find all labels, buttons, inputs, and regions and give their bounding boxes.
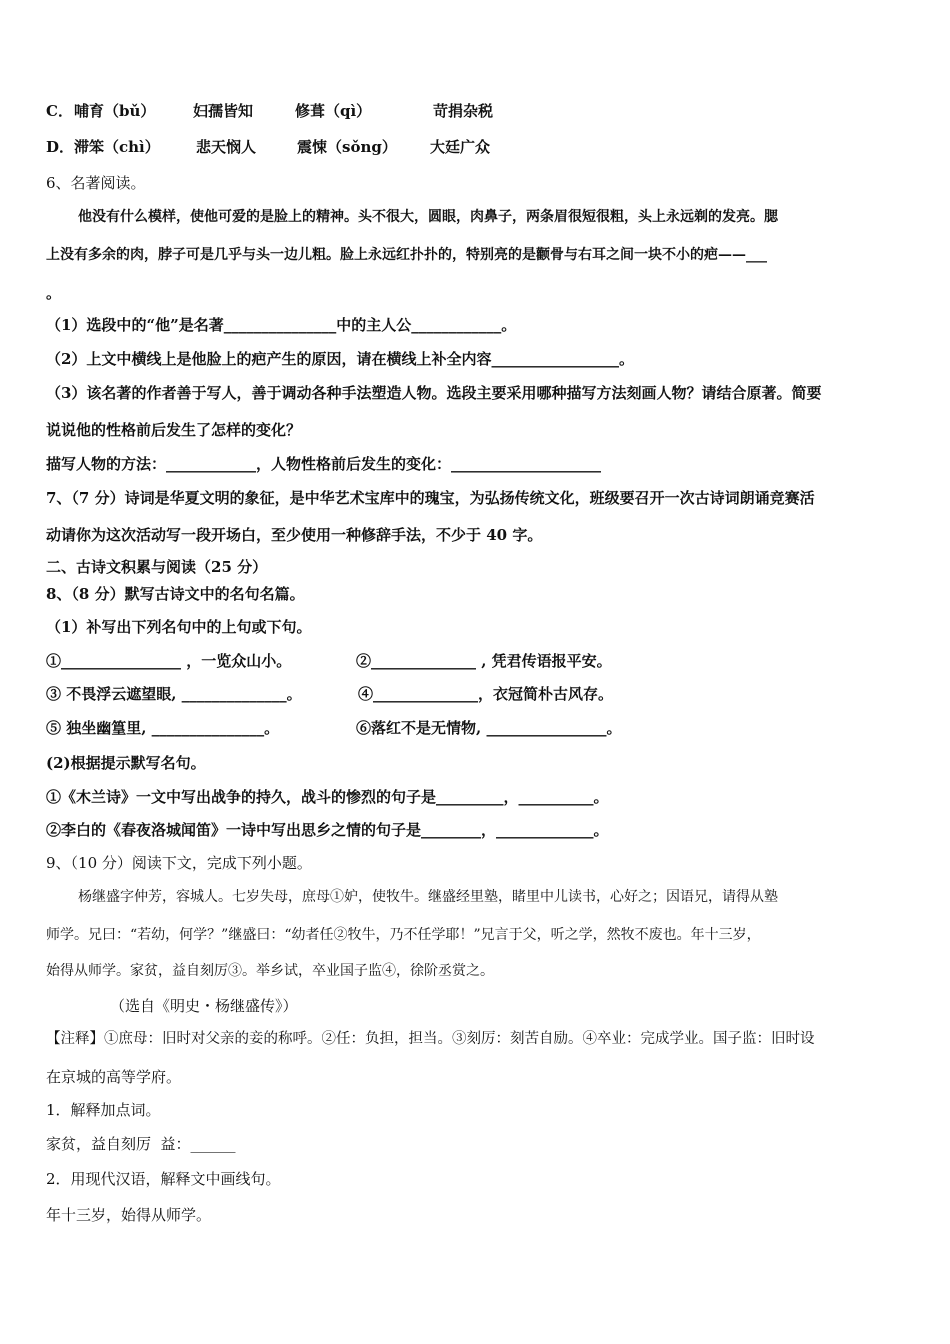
option-d-label: D． xyxy=(46,138,75,156)
q6-sub-question-2: （2）上文中横线上是他脸上的疤产生的原因，请在横线上补全内容_________________。 xyxy=(46,350,634,368)
q9-note-line-1: 【注释】①庶母：旧时对父亲的妾的称呼。②任：负担，担当。③刻厉：刻苦自励。④卒业：完成学业。国子监：旧时设 xyxy=(46,1031,815,1047)
option-d-item-4: 大廷广众 xyxy=(430,138,491,156)
q7-line-1: 7、（7 分）诗词是华夏文明的象征，是中华艺术宝库中的瑰宝，为弘扬传统文化，班级要召开一次古诗词朗诵竞赛活 xyxy=(46,489,815,507)
q6-sub-question-3-line-2: 说说他的性格前后发生了怎样的变化？ xyxy=(46,421,302,439)
q8-recite-3: ③ 不畏浮云遮望眼, ______________。 xyxy=(46,685,302,703)
q9-passage-line-3: 始得从师学。家贫，益自刻厉③。举乡试，卒业国子监④，徐阶丞赏之。 xyxy=(46,963,494,979)
q9-passage-line-1: 杨继盛字仲芳，容城人。七岁失母，庶母①妒，使牧牛。继盛经里塾，睹里中儿读书，心好之；因语兄，请得从塾 xyxy=(78,889,778,905)
q8-recite-4: ④______________，衣冠简朴古风存。 xyxy=(358,685,614,703)
option-c-label: C． xyxy=(46,102,73,120)
q6-title: 6、名著阅读。 xyxy=(46,174,146,192)
option-d-item-1: 滞笨（chì） xyxy=(74,138,160,156)
q9-note-line-2: 在京城的高等学府。 xyxy=(46,1068,182,1086)
q6-passage-line-2: 上没有多余的肉，脖子可是几乎与头一边儿粗。脸上永远红扑扑的，特别亮的是颧骨与右耳之间一块不小的疤——___ xyxy=(46,247,767,263)
option-c-item-1: 哺育（bǔ） xyxy=(74,102,156,120)
q7-line-2: 动请你为这次活动写一段开场白，至少使用一种修辞手法，不少于 40 字。 xyxy=(46,526,543,544)
q9-passage-line-2: 师学。兄曰：“若幼，何学？”继盛曰：“幼者任②牧牛，乃不任学耶！”兄言于父，听之学，然牧不废也。年十三岁， xyxy=(46,927,761,943)
q8-recite-1: ①________________ ，一览众山小。 xyxy=(46,652,292,670)
q8-prompt-1: ①《木兰诗》一文中写出战争的持久，战斗的惨烈的句子是_________，__________。 xyxy=(46,788,609,806)
q9-question-2: 2．用现代汉语，解释文中画线句。 xyxy=(46,1170,281,1188)
option-c-item-2: 妇孺皆知 xyxy=(193,102,254,120)
option-d-item-2: 悲天悯人 xyxy=(196,138,257,156)
option-d-item-3: 震悚（sǒng） xyxy=(297,138,397,156)
q8-prompt-2: ②李白的《春夜洛城闻笛》一诗中写出思乡之情的句子是________，_____________。 xyxy=(46,821,609,839)
q6-sub-question-1: （1）选段中的“他”是名著_______________中的主人公____________。 xyxy=(46,316,517,334)
q9-question-2-item: 年十三岁，始得从师学。 xyxy=(46,1206,212,1224)
q8-sub-question-1: （1）补写出下列名句中的上句或下句。 xyxy=(46,618,312,636)
option-c-item-3: 修葺（qì） xyxy=(295,102,372,120)
q6-answer-line: 描写人物的方法：____________，人物性格前后发生的变化：____________________ xyxy=(46,455,602,473)
option-c-item-4: 苛捐杂税 xyxy=(433,102,494,120)
q8-recite-6: ⑥落红不是无情物, ________________。 xyxy=(356,719,622,737)
q8-recite-2: ②______________ , 凭君传语报平安。 xyxy=(356,652,612,670)
q9-question-1-item: 家贫，益自刻厉 益：______ xyxy=(46,1135,236,1153)
q8-sub-question-2: (2)根据提示默写名句。 xyxy=(46,754,206,772)
q9-source: （选自《明史・杨继盛传》） xyxy=(110,997,298,1015)
section-2-title: 二、古诗文积累与阅读（25 分） xyxy=(46,558,268,576)
q9-question-1: 1．解释加点词。 xyxy=(46,1101,161,1119)
q6-passage-line-3: 。 xyxy=(46,284,62,302)
q9-title: 9、（10 分）阅读下文，完成下列小题。 xyxy=(46,854,312,872)
q6-passage-line-1: 他没有什么模样，使他可爱的是脸上的精神。头不很大，圆眼，肉鼻子，两条眉很短很粗，头上永远剃的发亮。腮 xyxy=(78,209,778,225)
q8-recite-5: ⑤ 独坐幽篁里, _______________。 xyxy=(46,719,280,737)
q8-title: 8、（8 分）默写古诗文中的名句名篇。 xyxy=(46,585,305,603)
q6-sub-question-3-line-1: （3）该名著的作者善于写人，善于调动各种手法塑造人物。选段主要采用哪种描写方法刻画人物？请结合原著。简要 xyxy=(46,384,822,402)
